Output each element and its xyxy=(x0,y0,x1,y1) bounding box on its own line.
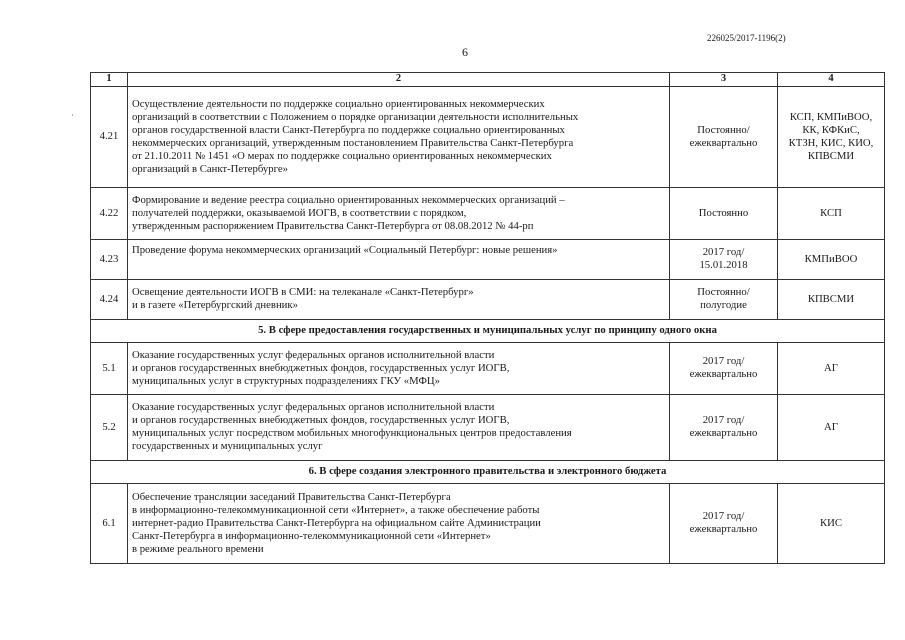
table-header-row xyxy=(91,73,885,87)
header-col-2: 2 xyxy=(128,73,670,87)
term-line: Постоянно/ xyxy=(697,123,750,136)
term-line: 2017 год/ xyxy=(702,414,745,427)
table-row xyxy=(91,342,885,394)
responsible-line: КСП xyxy=(820,206,842,219)
description-line: и в газете «Петербургский дневник» xyxy=(132,299,298,312)
row-responsible xyxy=(778,483,885,563)
description-line: Формирование и ведение реестра социально ориентированных некоммерческих организаций – xyxy=(132,193,565,206)
table-row xyxy=(91,483,885,563)
row-responsible xyxy=(778,342,885,394)
section-title: 5. В сфере предоставления государственных и муниципальных услуг по принципу одного окна xyxy=(91,319,885,342)
table-row xyxy=(91,239,885,279)
responsible-line: КПВСМИ xyxy=(807,292,855,305)
row-description xyxy=(128,483,670,563)
section-heading-row xyxy=(91,460,885,483)
description-line: утвержденным распоряжением Правительства Санкт-Петербурга от 08.08.2012 № 44-рп xyxy=(132,219,534,232)
term-line: Постоянно/ xyxy=(697,286,750,299)
responsible-line: АГ xyxy=(824,420,838,433)
description-line: в информационно-телекоммуникационной сети «Интернет», а также обеспечение работы xyxy=(132,503,540,516)
header-col-4: 4 xyxy=(778,73,885,87)
term-line: 2017 год/ xyxy=(702,355,745,368)
description-line: получателей поддержки, оказываемой ИОГВ, в соответствии с порядком, xyxy=(132,206,467,219)
term-line: ежеквартально xyxy=(689,427,758,440)
row-description xyxy=(128,342,670,394)
table-row xyxy=(91,86,885,187)
description-line: Оказание государственных услуг федеральных органов исполнительной власти xyxy=(132,348,495,361)
description-line: государственных и муниципальных услуг xyxy=(132,440,323,453)
row-responsible xyxy=(778,394,885,460)
description-line: интернет-радио Правительства Санкт-Петербурга на официальном сайте Администрации xyxy=(132,516,541,529)
term-line: 2017 год/ xyxy=(702,510,745,523)
term-line: полугодие xyxy=(700,299,747,312)
description-line: в режиме реального времени xyxy=(132,542,264,555)
description-line: Проведение форума некоммерческих организаций «Социальный Петербург: новые решения» xyxy=(132,243,558,256)
header-col-3: 3 xyxy=(670,73,778,87)
row-term xyxy=(670,342,778,394)
table-row xyxy=(91,187,885,239)
row-description xyxy=(128,239,670,279)
term-line: ежеквартально xyxy=(689,136,758,149)
description-line: органов государственной власти Санкт-Петербурга по поддержке социально ориентированных xyxy=(132,123,565,136)
row-description xyxy=(128,86,670,187)
table-row xyxy=(91,394,885,460)
row-number: 4.24 xyxy=(91,279,128,319)
page-number: 6 xyxy=(462,45,468,59)
row-description xyxy=(128,279,670,319)
description-line: организаций в Санкт-Петербурге» xyxy=(132,162,288,175)
section-heading-row xyxy=(91,319,885,342)
row-term xyxy=(670,279,778,319)
row-number: 4.21 xyxy=(91,86,128,187)
description-line: Освещение деятельности ИОГВ в СМИ: на телеканале «Санкт-Петербург» xyxy=(132,286,474,299)
row-responsible xyxy=(778,187,885,239)
responsible-line: КСП, КМПиВОО, xyxy=(789,110,873,123)
row-number: 4.23 xyxy=(91,239,128,279)
description-line: и органов государственных внебюджетных фондов, государственных услуг ИОГВ, xyxy=(132,414,510,427)
row-term xyxy=(670,483,778,563)
document-number: 226025/2017-1196(2) xyxy=(707,33,786,43)
row-description xyxy=(128,394,670,460)
description-line: муниципальных услуг в структурных подразделениях ГКУ «МФЦ» xyxy=(132,374,440,387)
table-row xyxy=(91,279,885,319)
responsible-line: КМПиВОО xyxy=(804,252,858,265)
row-term xyxy=(670,86,778,187)
responsible-line: КТЗН, КИС, КИО, xyxy=(788,136,874,149)
description-line: Обеспечение трансляции заседаний Правительства Санкт-Петербурга xyxy=(132,490,451,503)
description-line: Осуществление деятельности по поддержке социально ориентированных некоммерческих xyxy=(132,97,545,110)
term-line: ежеквартально xyxy=(689,523,758,536)
row-number: 6.1 xyxy=(91,483,128,563)
row-term xyxy=(670,187,778,239)
plan-table xyxy=(90,72,885,564)
term-line: 15.01.2018 xyxy=(699,259,748,272)
description-line: от 21.10.2011 № 1451 «О мерах по поддержке социально ориентированных некоммерческих xyxy=(132,149,552,162)
row-number: 5.1 xyxy=(91,342,128,394)
responsible-line: КК, КФКиС, xyxy=(802,123,860,136)
description-line: муниципальных услуг посредством мобильных многофункциональных центров предоставления xyxy=(132,427,572,440)
row-responsible xyxy=(778,239,885,279)
margin-mark: · xyxy=(71,111,74,120)
row-description xyxy=(128,187,670,239)
header-col-1: 1 xyxy=(91,73,128,87)
row-term xyxy=(670,239,778,279)
row-responsible xyxy=(778,279,885,319)
row-number: 5.2 xyxy=(91,394,128,460)
section-title: 6. В сфере создания электронного правительства и электронного бюджета xyxy=(91,460,885,483)
description-line: некоммерческих организаций, утвержденным постановлением Правительства Санкт-Петербурга xyxy=(132,136,574,149)
row-term xyxy=(670,394,778,460)
description-line: Санкт-Петербурга в информационно-телекоммуникационной сети «Интернет» xyxy=(132,529,491,542)
responsible-line: КПВСМИ xyxy=(807,149,855,162)
description-line: Оказание государственных услуг федеральных органов исполнительной власти xyxy=(132,401,495,414)
row-number: 4.22 xyxy=(91,187,128,239)
term-line: ежеквартально xyxy=(689,368,758,381)
responsible-line: АГ xyxy=(824,361,838,374)
term-line: Постоянно xyxy=(698,206,749,219)
responsible-line: КИС xyxy=(820,516,842,529)
term-line: 2017 год/ xyxy=(702,246,745,259)
description-line: организаций в соответствии с Положением о порядке организации деятельности исполнительных xyxy=(132,110,579,123)
description-line: и органов государственных внебюджетных фондов, государственных услуг ИОГВ, xyxy=(132,361,510,374)
row-responsible xyxy=(778,86,885,187)
